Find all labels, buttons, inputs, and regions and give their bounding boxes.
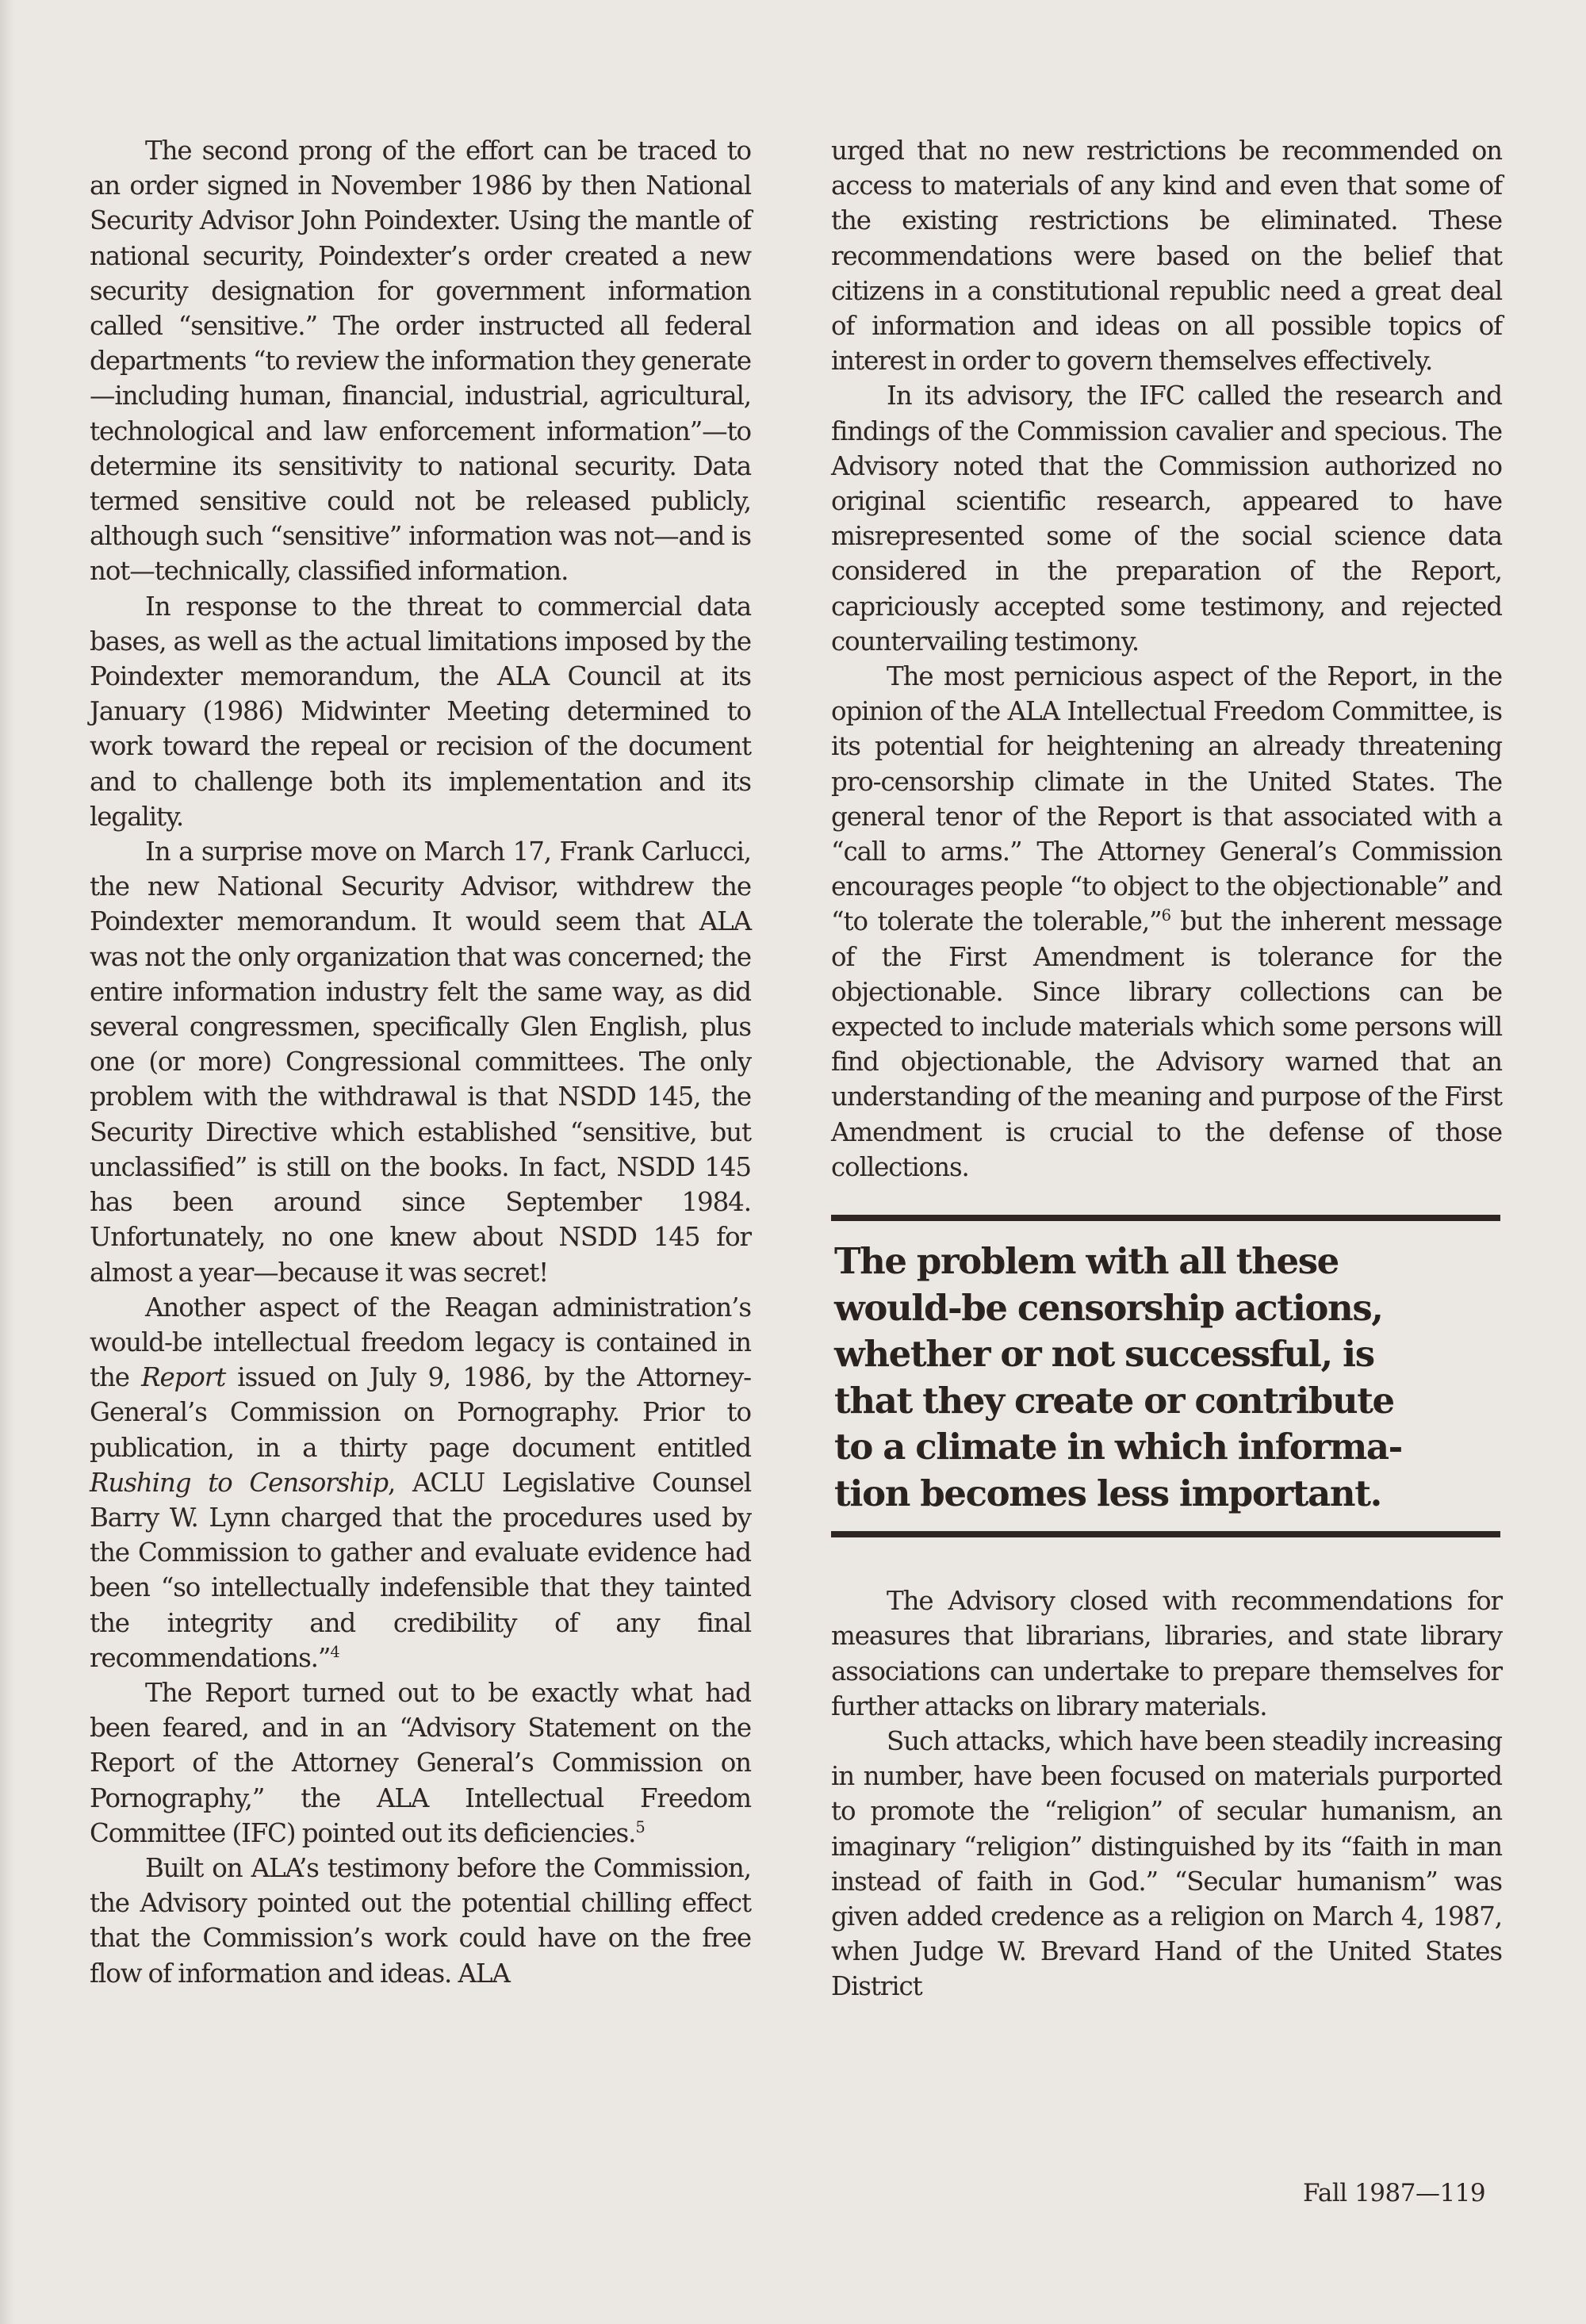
pull-quote-line: whether or not successful, is [834, 1333, 1374, 1376]
pull-quote [831, 1215, 1500, 1537]
pull-quote-line: to a climate in which informa- [834, 1426, 1402, 1468]
page-edge-shadow [0, 0, 14, 2324]
paragraph: Another aspect of the Reagan administration’s would-be intellectual freedom legacy is contained in the Report issued on July 9, 1986, by the Attorney-General’s Commission on Pornography. Prior to publication, in a thirty page document entitled Rushing to Censorship, ACLU Legislative Counsel Barry W. Lynn charged that the procedures used by the Commission to gather and evaluate evidence had been “so intellectually indefensible that they tainted the integrity and credibility of any final recommendations.”$^4$ [90, 1292, 752, 1673]
pull-quote-top-rule [831, 1215, 1500, 1221]
pull-quote-line: The problem with all these [834, 1240, 1339, 1283]
paragraph: The second prong of the effort can be traced to an order signed in November 1986 by then National Security Advisor John Poindexter. Using the mantle of national security, Poindexter’s order created a new security designation for government information called “sensitive.” The order instructed all federal departments “to review the information they generate—including human, financial, industrial, agricultural, technological and law enforcement information”—to determine its sensitivity to national security. Data termed sensitive could not be released publicly, although such “sensitive” information was not—and is not—technically, classified information. [90, 136, 751, 587]
pull-quote-line: tion becomes less important. [834, 1472, 1381, 1514]
pull-quote-line: would-be censorship actions, [834, 1286, 1383, 1329]
paragraph: The most pernicious aspect of the Report, in the opinion of the ALA Intellectual Freedom Committee, is its potential for heightening an already threatening pro-censorship climate in the United States. The general tenor of the Report is that associated with a “call to arms.” The Attorney General’s Commission encourages people “to object to the objectionable” and “to tolerate the tolerable,”$^6$ but the inherent message of the First Amendment is tolerance for the objectionable. Since library collections can be expected to include materials which some persons will find objectionable, the Advisory warned that an understanding of the meaning and purpose of the First Amendment is crucial to the defense of those collections. [831, 661, 1502, 1182]
paragraph: In response to the threat to commercial data bases, as well as the actual limitations imposed by the Poindexter memorandum, the ALA Council at its January (1986) Midwinter Meeting determined to work toward the repeal or recision of the document and to challenge both its implementation and its legality. [90, 591, 751, 832]
paragraph: The Advisory closed with recommendations for measures that librarians, libraries, and state library associations can undertake to prepare themselves for further attacks on library materials. [831, 1586, 1502, 1721]
paragraph: In its advisory, the IFC called the research and findings of the Commission cavalier and specious. The Advisory noted that the Commission authorized no original scientific research, appeared to have misrepresented some of the social science data considered in the preparation of the Report, capriciously accepted some testimony, and rejected countervailing testimony. [831, 381, 1502, 657]
paragraph: The Report turned out to be exactly what had been feared, and in an “Advisory Statement on the Report of the Attorney General’s Commission on Pornography,” the ALA Intellectual Freedom Committee (IFC) pointed out its deficiencies.$^5$ [90, 1677, 751, 1848]
paragraph: urged that no new restrictions be recommended on access to materials of any kind and even that some of the existing restrictions be eliminated. These recommendations were based on the belief that citizens in a constitutional republic need a great deal of information and ideas on all possible topics of interest in order to govern themselves effectively. [831, 136, 1502, 377]
left-column [90, 133, 751, 1991]
pull-quote-line: that they create or contribute [834, 1379, 1394, 1422]
pull-quote-text [831, 1221, 1500, 1531]
page-folio: Fall 1987—119 [1303, 2179, 1486, 2207]
pull-quote-bottom-rule [831, 1531, 1500, 1537]
right-column [831, 133, 1502, 2004]
paragraph: In a surprise move on March 17, Frank Carlucci, the new National Security Advisor, withdrew the Poindexter memorandum. It would seem that ALA was not the only organization that was concerned; the entire information industry felt the same way, as did several congressmen, specifically Glen English, plus one (or more) Congressional committees. The only problem with the withdrawal is that NSDD 145, the Security Directive which established “sensitive, but unclassified” is still on the books. In fact, NSDD 145 has been around since September 1984. Unfortunately, no one knew about NSDD 145 for almost a year—because it was secret! [90, 837, 751, 1288]
paragraph: Such attacks, which have been steadily increasing in number, have been focused on materials purported to promote the “religion” of secular humanism, an imaginary “religion” distinguished by its “faith in man instead of faith in God.” “Secular humanism” was given added credence as a religion on March 4, 1987, when Judge W. Brevard Hand of the United States District [831, 1725, 1502, 2002]
paragraph: Built on ALA’s testimony before the Commission, the Advisory pointed out the potential chilling effect that the Commission’s work could have on the free flow of information and ideas. ALA [90, 1852, 751, 1989]
